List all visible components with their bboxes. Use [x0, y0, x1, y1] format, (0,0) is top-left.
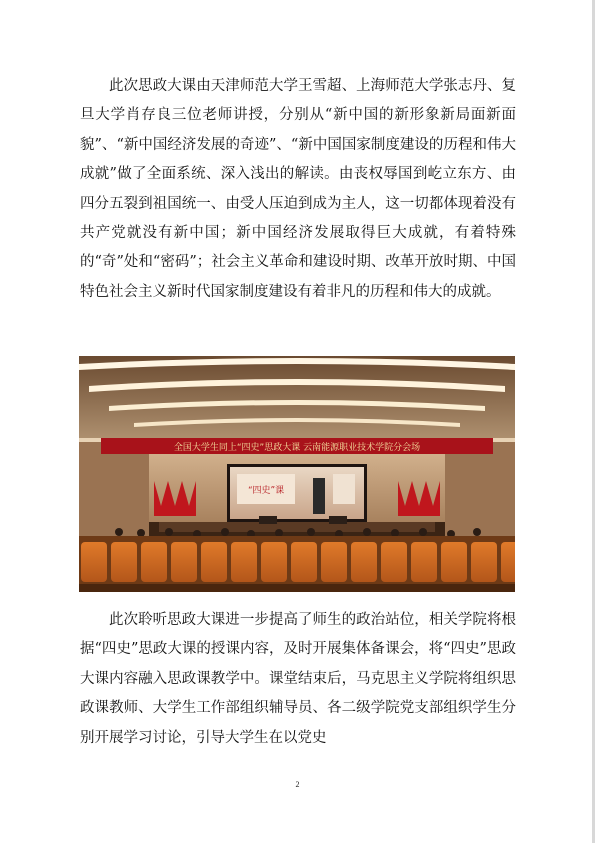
page-number: 2	[295, 780, 300, 789]
body-paragraph-1: 此次思政大课由天津师范大学王雪超、上海师范大学张志丹、复旦大学肖存良三位老师讲授，分别从“新中国的新形象新局面新面貌”、“新中国经济发展的奇迹”、“新中国国家制度建设的历程和伟大成就”做了全面系统、深入浅出的解读。由丧权辱国到屹立东方、由四分五裂到祖国统一、由受人压迫到成为主人，这一切都体现着没有共产党就没有新中国；新中国经济发展取得巨大成就，有着特殊的“奇”处和“密码”；社会主义革命和建设时期、改革开放时期、中国特色社会主义新时代国家制度建设有着非凡的历程和伟大的成就。	[80, 78, 516, 300]
body-paragraph-2: 此次聆听思政大课进一步提高了师生的政治站位，相关学院将根据“四史”思政大课的授课内容，及时开展集体备课会，将“四史”思政大课内容融入思政课教学中。课堂结束后，马克思主义学院将组织思政课教师、大学生工作部组织辅导员、各二级学院党支部组织学生分别开展学习讨论，引导大学生在以党史	[80, 612, 516, 746]
banner-caption: 全国大学生同上“四史”思政大课 云南能源职业技术学院分会场	[173, 443, 421, 453]
screen-text: “四史”课	[247, 486, 285, 496]
lecture-hall-photo	[79, 356, 515, 592]
